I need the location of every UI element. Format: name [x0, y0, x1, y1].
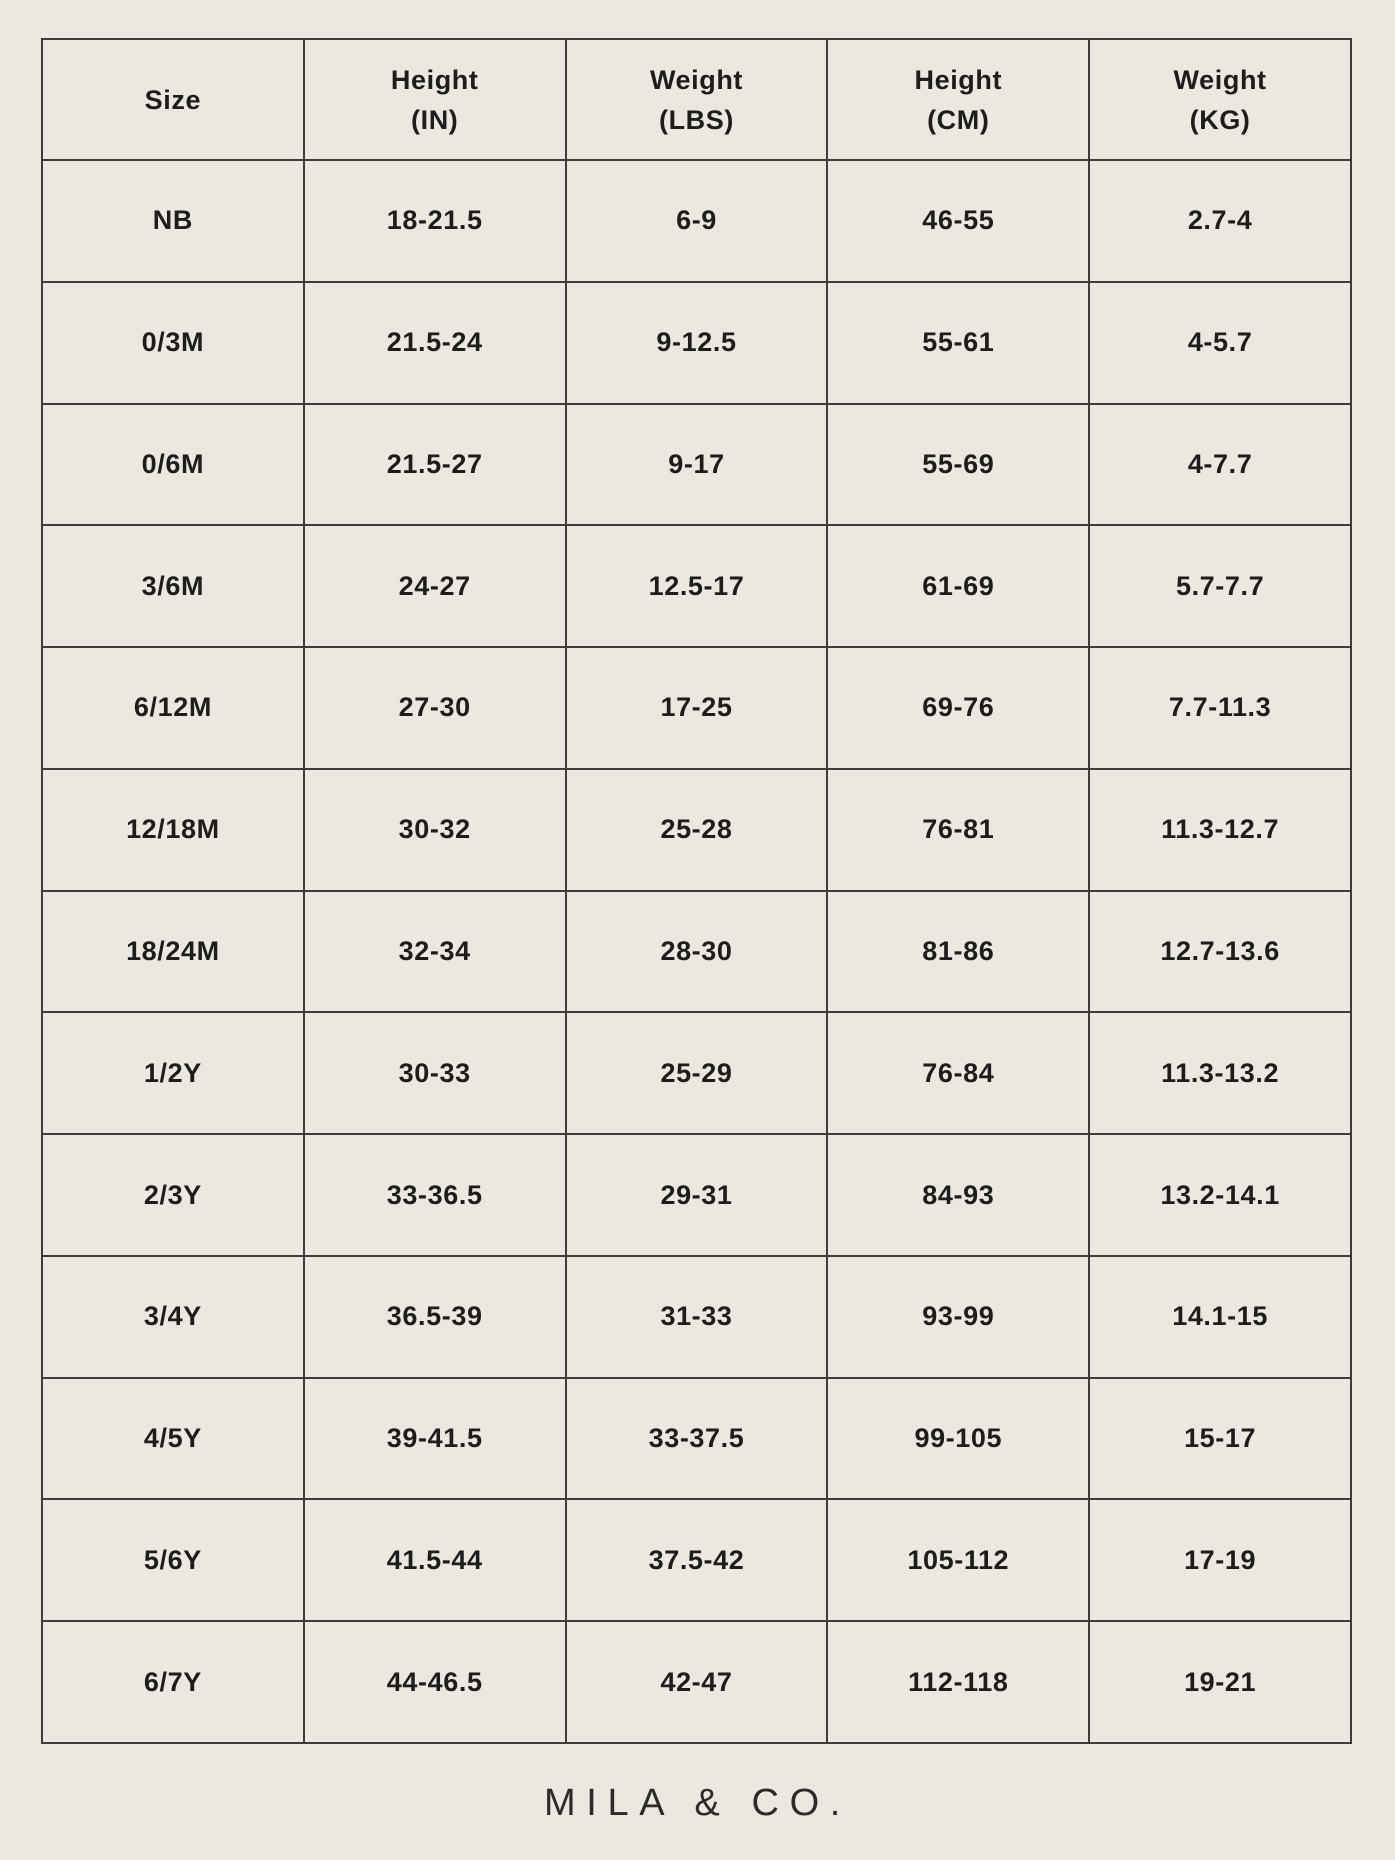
table-cell: 25-29	[566, 1012, 828, 1134]
table-cell: 84-93	[827, 1134, 1089, 1256]
table-cell: 31-33	[566, 1256, 828, 1378]
size-cell: 12/18M	[42, 769, 304, 891]
table-cell: 27-30	[304, 647, 566, 769]
column-header-line1: Weight	[649, 64, 744, 95]
table-cell: 5.7-7.7	[1089, 525, 1351, 647]
table-cell: 15-17	[1089, 1378, 1351, 1500]
size-cell: 5/6Y	[42, 1499, 304, 1621]
size-cell: 3/6M	[42, 525, 304, 647]
table-cell: 17-19	[1089, 1499, 1351, 1621]
table-row	[42, 1012, 1351, 1134]
table-body	[42, 160, 1351, 1743]
size-cell: 3/4Y	[42, 1256, 304, 1378]
column-header	[1089, 39, 1351, 160]
size-chart-table	[41, 38, 1352, 1744]
header-row	[42, 39, 1351, 160]
table-cell: 11.3-13.2	[1089, 1012, 1351, 1134]
table-cell: 12.5-17	[566, 525, 828, 647]
size-cell: NB	[42, 160, 304, 282]
brand-logo-text: MILA & CO.	[543, 1782, 851, 1824]
table-cell: 28-30	[566, 891, 828, 1013]
size-cell: 0/6M	[42, 404, 304, 526]
table-cell: 13.2-14.1	[1089, 1134, 1351, 1256]
table-cell: 36.5-39	[304, 1256, 566, 1378]
table-row	[42, 1621, 1351, 1743]
table-row	[42, 647, 1351, 769]
column-header-line2: (KG)	[1189, 104, 1251, 135]
table-cell: 11.3-12.7	[1089, 769, 1351, 891]
table-header	[42, 39, 1351, 160]
table-cell: 4-7.7	[1089, 404, 1351, 526]
table-cell: 76-84	[827, 1012, 1089, 1134]
column-header-line2: (LBS)	[659, 104, 734, 135]
table-cell: 76-81	[827, 769, 1089, 891]
table-cell: 39-41.5	[304, 1378, 566, 1500]
table-cell: 6-9	[566, 160, 828, 282]
table-cell: 55-61	[827, 282, 1089, 404]
table-cell: 21.5-27	[304, 404, 566, 526]
table-cell: 30-32	[304, 769, 566, 891]
column-header	[566, 39, 828, 160]
table-cell: 19-21	[1089, 1621, 1351, 1743]
table-cell: 37.5-42	[566, 1499, 828, 1621]
table-cell: 21.5-24	[304, 282, 566, 404]
table-cell: 33-36.5	[304, 1134, 566, 1256]
column-header	[304, 39, 566, 160]
column-header-line1: Weight	[1173, 64, 1267, 95]
table-cell: 18-21.5	[304, 160, 566, 282]
column-header-line1: Size	[144, 84, 202, 115]
table-cell: 105-112	[827, 1499, 1089, 1621]
size-cell: 4/5Y	[42, 1378, 304, 1500]
table-cell: 7.7-11.3	[1089, 647, 1351, 769]
table-row	[42, 282, 1351, 404]
size-cell: 18/24M	[42, 891, 304, 1013]
column-header	[42, 39, 304, 160]
size-cell: 6/12M	[42, 647, 304, 769]
table-cell: 2.7-4	[1089, 160, 1351, 282]
table-cell: 14.1-15	[1089, 1256, 1351, 1378]
size-cell: 6/7Y	[42, 1621, 304, 1743]
table-cell: 55-69	[827, 404, 1089, 526]
table-row	[42, 525, 1351, 647]
size-cell: 2/3Y	[42, 1134, 304, 1256]
table-cell: 30-33	[304, 1012, 566, 1134]
table-cell: 93-99	[827, 1256, 1089, 1378]
table-row	[42, 891, 1351, 1013]
table-cell: 99-105	[827, 1378, 1089, 1500]
column-header-line2: (CM)	[927, 104, 990, 135]
table-cell: 61-69	[827, 525, 1089, 647]
table-cell: 41.5-44	[304, 1499, 566, 1621]
size-cell: 0/3M	[42, 282, 304, 404]
table-cell: 112-118	[827, 1621, 1089, 1743]
table-row	[42, 1499, 1351, 1621]
table-cell: 81-86	[827, 891, 1089, 1013]
table-cell: 29-31	[566, 1134, 828, 1256]
table-cell: 17-25	[566, 647, 828, 769]
table-cell: 24-27	[304, 525, 566, 647]
table-cell: 4-5.7	[1089, 282, 1351, 404]
table-row	[42, 1256, 1351, 1378]
table-row	[42, 160, 1351, 282]
column-header-line2: (IN)	[411, 104, 459, 135]
size-cell: 1/2Y	[42, 1012, 304, 1134]
table-cell: 12.7-13.6	[1089, 891, 1351, 1013]
table-cell: 9-17	[566, 404, 828, 526]
table-row	[42, 1378, 1351, 1500]
table-cell: 33-37.5	[566, 1378, 828, 1500]
table-cell: 46-55	[827, 160, 1089, 282]
table-row	[42, 404, 1351, 526]
table-cell: 9-12.5	[566, 282, 828, 404]
column-header-line1: Height	[914, 64, 1003, 95]
table-row	[42, 769, 1351, 891]
table-cell: 25-28	[566, 769, 828, 891]
table-row	[42, 1134, 1351, 1256]
table-cell: 69-76	[827, 647, 1089, 769]
table-cell: 32-34	[304, 891, 566, 1013]
table-cell: 42-47	[566, 1621, 828, 1743]
table-cell: 44-46.5	[304, 1621, 566, 1743]
column-header	[827, 39, 1089, 160]
column-header-line1: Height	[390, 64, 479, 95]
